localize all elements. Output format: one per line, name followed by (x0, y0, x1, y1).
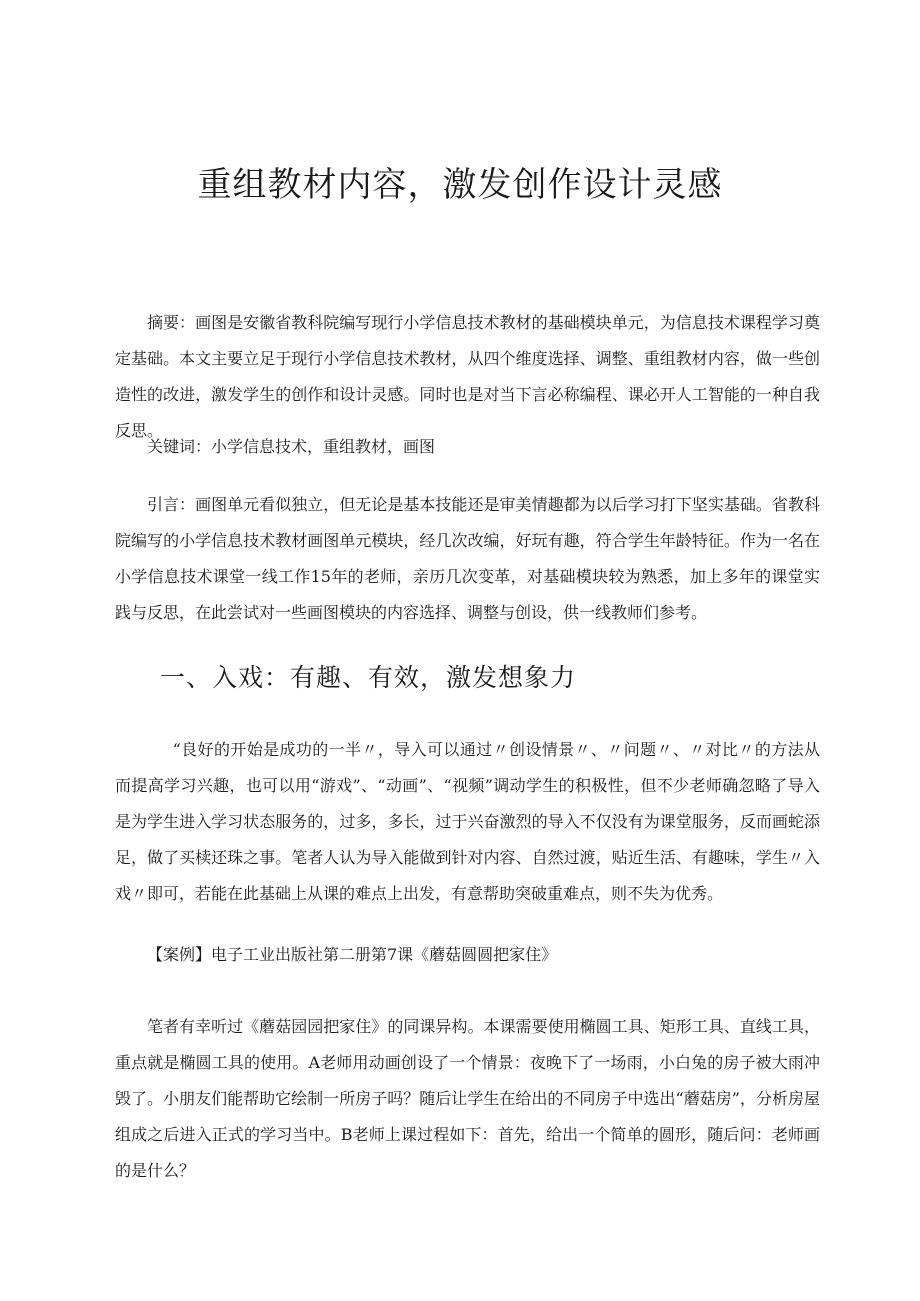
document-title: 重组教材内容，激发创作设计灵感 (197, 165, 723, 205)
section-paragraph: “良好的开始是成功的一半〃，导入可以通过〃创设情景〃、〃问题〃、〃对比〃的方法从而提高学习兴趣，也可以用“游戏”、“动画”、“视频”调动学生的积极性，但不少老师确忽略了导入是为学生进入学习状态服务的，过多，多长，过于兴奋激烈的导入不仅没有为课堂服务，反而画蛇添足，做了买椟还珠之事。笔者人认为导入能做到针对内容、自然过渡，贴近生活、有趣味，学生〃入戏〃即可，若能在此基础上从课的难点上出发，有意帮助突破重难点，则不失为优秀。 (115, 740, 820, 903)
introduction-paragraph: 引言：画图单元看似独立，但无论是基本技能还是审美情趣都为以后学习打下坚实基础。省教科院编写的小学信息技术教材画图单元模块，经几次改编，好玩有趣，符合学生年龄特征。作为一名在小学信息技术课堂一线工作15年的老师，亲历几次变革，对基础模块较为熟悉，加上多年的课堂实践与反思，在此尝试对一些画图模块的内容选择、调整与创设，供一线教师们参考。 (115, 495, 820, 622)
section-heading: 一、入戏：有趣、有效，激发想象力 (160, 663, 577, 692)
case-label: 【案例】电子工业出版社第二册第7课《蘑菇圆圆把家住》 (147, 945, 558, 964)
case-paragraph: 笔者有幸听过《蘑菇园园把家住》的同课异构。本课需要使用椭圆工具、矩形工具、直线工具，重点就是椭圆工具的使用。A老师用动画创设了一个情景：夜晚下了一场雨，小白兔的房子被大雨冲毁了。小朋友们能帮助它绘制一所房子吗？随后让学生在给出的不同房子中选出“蘑菇房”，分析房屋组成之后进入正式的学习当中。B老师上课过程如下：首先，给出一个简单的圆形，随后问：老师画的是什么？ (115, 1017, 820, 1180)
keywords-line: 关键词：小学信息技术，重组教材，画图 (147, 437, 436, 456)
abstract-paragraph: 摘要：画图是安徽省教科院编写现行小学信息技术教材的基础模块单元，为信息技术课程学习奠定基础。本文主要立足于现行小学信息技术教材，从四个维度选择、调整、重组教材内容，做一些创造性的改进，激发学生的创作和设计灵感。同时也是对当下言必称编程、课必开人工智能的一种自我反思。 (115, 313, 820, 440)
